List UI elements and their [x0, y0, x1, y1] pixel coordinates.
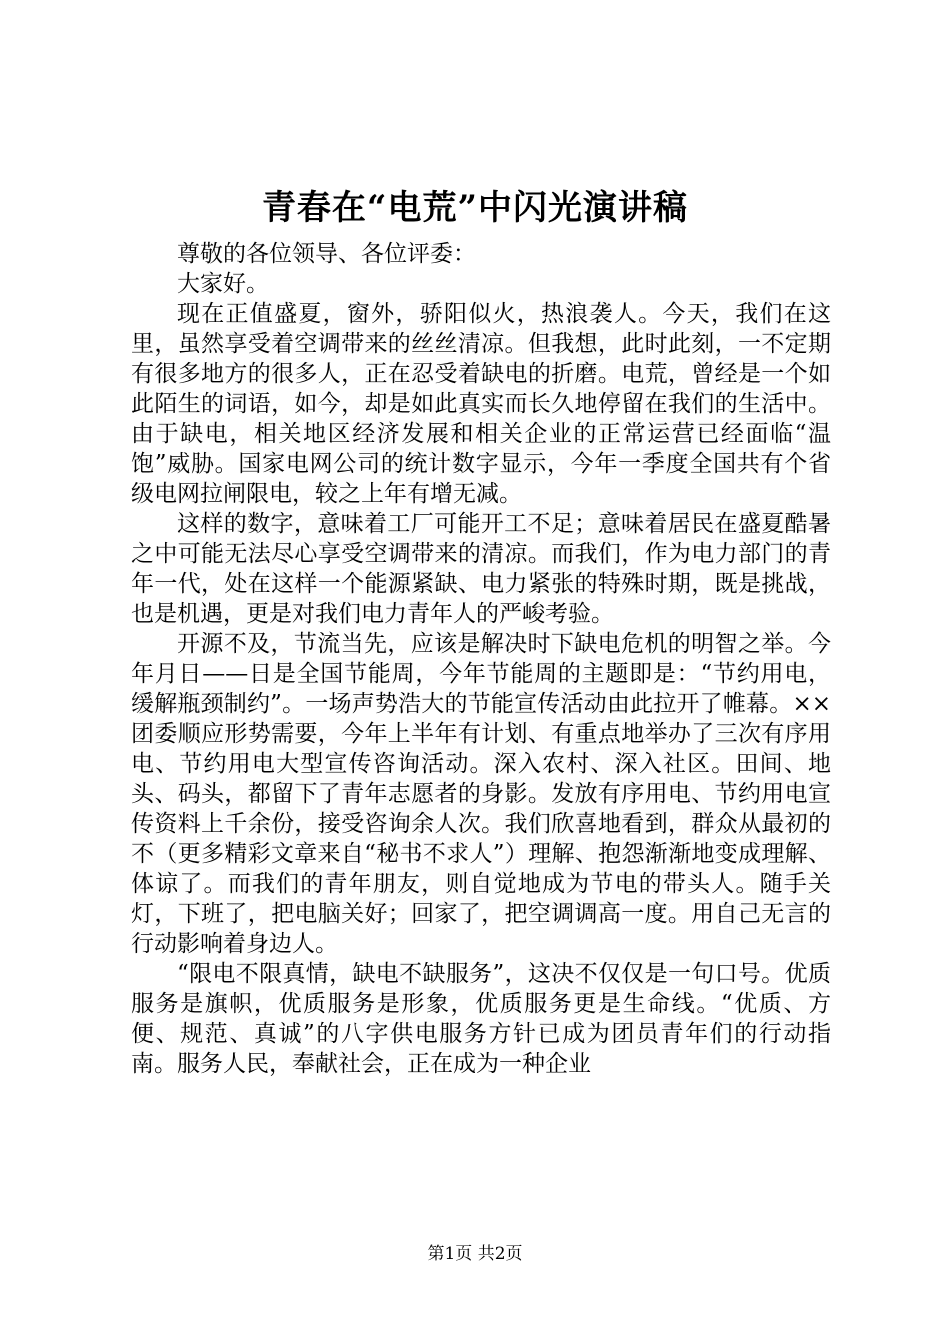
- paragraph: “限电不限真情，缺电不缺服务”，这决不仅仅是一句口号。优质服务是旗帜，优质服务是形象，优质服务更是生命线。“优质、方便、规范、真诚”的八字供电服务方针已成为团员青年们的行动指南。服务人民，奉献社会，正在成为一种企业: [131, 961, 831, 1077]
- paragraph: 这样的数字，意味着工厂可能开工不足；意味着居民在盛夏酷暑之中可能无法尽心享受空调带来的清凉。而我们，作为电力部门的青年一代，处在这样一个能源紧缺、电力紧张的特殊时期，既是挑战，也是机遇，更是对我们电力青年人的严峻考验。: [131, 511, 831, 627]
- salutation: 尊敬的各位领导、各位评委：: [177, 241, 476, 267]
- paragraph: 现在正值盛夏，窗外，骄阳似火，热浪袭人。今天，我们在这里，虽然享受着空调带来的丝丝清凉。但我想，此时此刻，一不定期有很多地方的很多人，正在忍受着缺电的折磨。电荒，曾经是一个如此陌生的词语，如今，却是如此真实而长久地停留在我们的生活中。由于缺电，相关地区经济发展和相关企业的正常运营已经面临“温饱”威胁。国家电网公司的统计数字显示，今年一季度全国共有个省级电网拉闸限电，较之上年有增无减。: [131, 301, 831, 507]
- document-body: [131, 239, 831, 1079]
- page-footer: 第1页 共2页: [427, 1244, 523, 1264]
- document-title: 青春在“电荒”中闪光演讲稿: [261, 188, 689, 228]
- paragraph: 开源不及，节流当先，应该是解决时下缺电危机的明智之举。今年月日——日是全国节能周，今年节能周的主题即是：“节约用电，缓解瓶颈制约”。一场声势浩大的节能宣传活动由此拉开了帷幕。××团委顺应形势需要，今年上半年有计划、有重点地举办了三次有序用电、节约用电大型宣传咨询活动。深入农村、深入社区。田间、地头、码头，都留下了青年志愿者的身影。发放有序用电、节约用电宣传资料上千余份，接受咨询余人次。我们欣喜地看到，群众从最初的不（更多精彩文章来自“秘书不求人”）理解、抱怨渐渐地变成理解、体谅了。而我们的青年朋友，则自觉地成为节电的带头人。随手关灯，下班了，把电脑关好；回家了，把空调调高一度。用自己无言的行动影响着身边人。: [131, 631, 831, 957]
- greeting: 大家好。: [177, 271, 269, 297]
